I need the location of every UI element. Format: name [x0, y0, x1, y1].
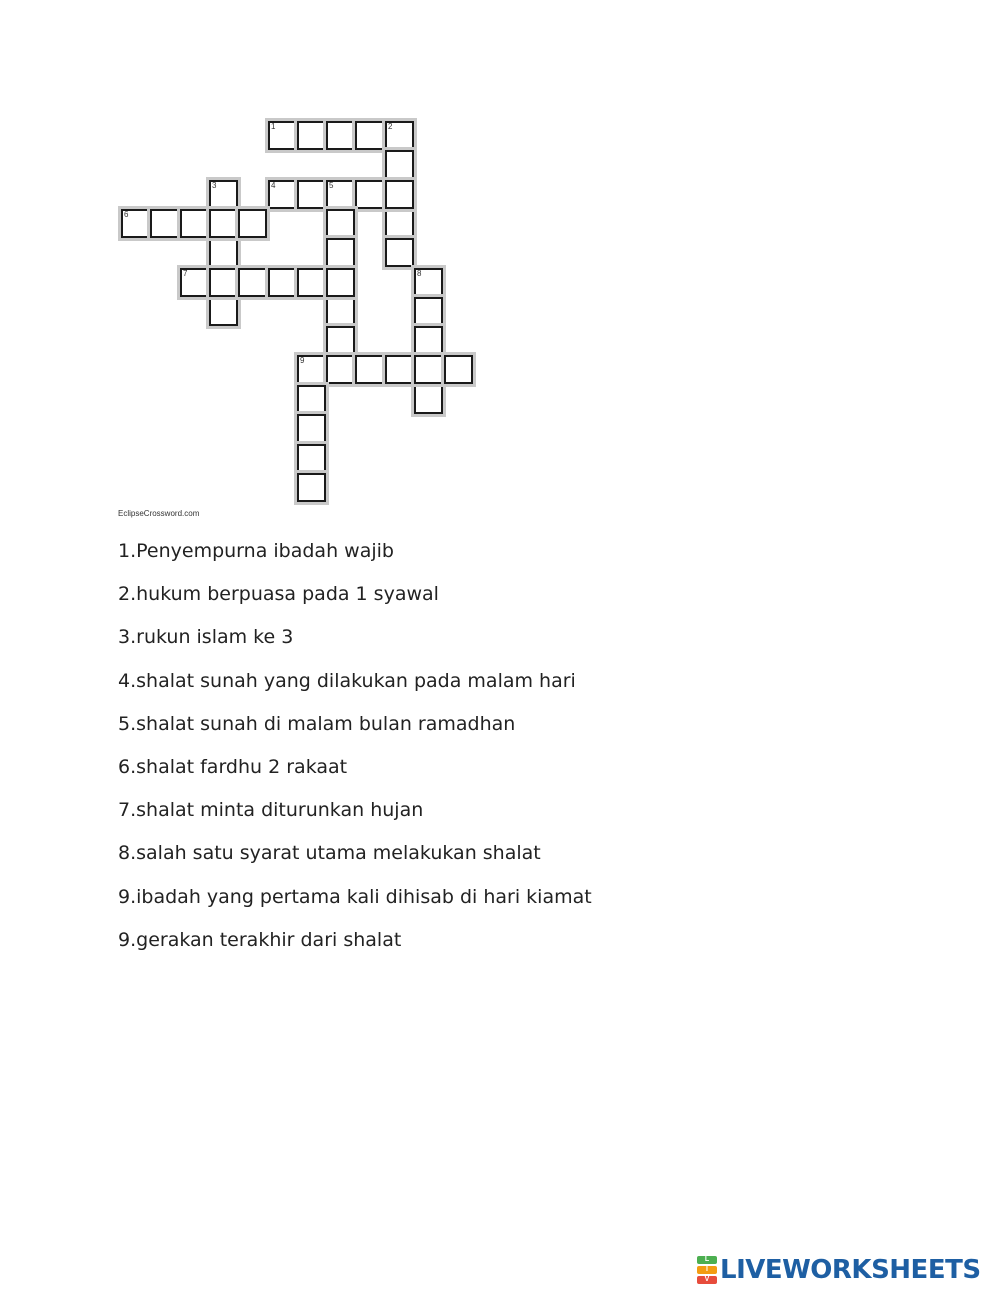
logo-block-l: L: [697, 1256, 717, 1264]
crossword-cell[interactable]: [414, 326, 443, 355]
clue-item: 3.rukun islam ke 3: [118, 626, 294, 649]
crossword-credit: EclipseCrossword.com: [118, 509, 200, 518]
clue-number-4: 4: [271, 181, 276, 190]
crossword-cell[interactable]: [297, 180, 326, 209]
crossword-cell[interactable]: [209, 180, 238, 209]
clue-list: [118, 539, 592, 971]
crossword-cell[interactable]: [355, 180, 384, 209]
crossword-cell[interactable]: [209, 238, 238, 267]
clue-item: 5.shalat sunah di malam bulan ramadhan: [118, 712, 516, 735]
crossword-cell[interactable]: [414, 355, 443, 384]
clue-number-7: 7: [183, 269, 188, 278]
clue-number-8: 8: [417, 269, 422, 278]
crossword-cell[interactable]: [444, 355, 473, 384]
crossword-cell[interactable]: [326, 268, 355, 297]
crossword-cell[interactable]: [209, 268, 238, 297]
crossword-cell[interactable]: [385, 150, 414, 179]
crossword-cell[interactable]: [209, 297, 238, 326]
crossword-cell[interactable]: [385, 355, 414, 384]
crossword-cell[interactable]: [297, 444, 326, 473]
clue-item: 4.shalat sunah yang dilakukan pada malam hari: [118, 669, 576, 692]
liveworksheets-logo: [697, 1254, 981, 1286]
crossword-cell[interactable]: [326, 180, 355, 209]
logo-block-i: I: [697, 1266, 717, 1274]
crossword-cell[interactable]: [385, 209, 414, 238]
clue-number-9: 9: [300, 356, 305, 365]
clue-item: 9.ibadah yang pertama kali dihisab di hari kiamat: [118, 885, 592, 908]
clue-item: 1.Penyempurna ibadah wajib: [118, 540, 394, 562]
crossword-cell[interactable]: [326, 326, 355, 355]
crossword-cell[interactable]: [238, 209, 267, 238]
logo-text: LIVEWORKSHEETS: [720, 1255, 981, 1285]
crossword-cell[interactable]: [297, 385, 326, 414]
crossword-cell[interactable]: [121, 209, 150, 238]
clue-item: 2.hukum berpuasa pada 1 syawal: [118, 583, 439, 606]
crossword-cell[interactable]: [414, 268, 443, 297]
crossword-cell[interactable]: [355, 355, 384, 384]
crossword-cell[interactable]: [209, 209, 238, 238]
clue-number-1: 1: [271, 122, 276, 131]
clue-number-6: 6: [124, 210, 129, 219]
crossword-cell[interactable]: [180, 268, 209, 297]
crossword-cell[interactable]: [385, 180, 414, 209]
logo-block-v: V: [697, 1276, 717, 1284]
clue-number-2: 2: [388, 122, 393, 131]
clue-item: 9.gerakan terakhir dari shalat: [118, 928, 402, 951]
crossword-cell[interactable]: [150, 209, 179, 238]
crossword-cell[interactable]: [414, 385, 443, 414]
crossword-cell[interactable]: [385, 121, 414, 150]
logo-blocks-icon: [697, 1256, 717, 1284]
clue-item: 7.shalat minta diturunkan hujan: [118, 799, 424, 822]
crossword-cell[interactable]: [268, 180, 297, 209]
crossword-cell[interactable]: [326, 238, 355, 267]
crossword-cell[interactable]: [297, 473, 326, 502]
clue-item: 8.salah satu syarat utama melakukan shalat: [118, 842, 541, 865]
clue-number-3: 3: [212, 181, 217, 190]
crossword-cell[interactable]: [326, 121, 355, 150]
crossword-cell[interactable]: [326, 209, 355, 238]
crossword-cell[interactable]: [414, 297, 443, 326]
crossword-cell[interactable]: [238, 268, 267, 297]
crossword-cell[interactable]: [297, 121, 326, 150]
crossword-cell[interactable]: [268, 268, 297, 297]
crossword-cell[interactable]: [326, 355, 355, 384]
crossword-grid: [0, 0, 1000, 520]
crossword-cell[interactable]: [297, 355, 326, 384]
crossword-cell[interactable]: [385, 238, 414, 267]
clue-number-5: 5: [329, 181, 334, 190]
crossword-cell[interactable]: [326, 297, 355, 326]
clue-item: 6.shalat fardhu 2 rakaat: [118, 755, 348, 778]
crossword-cell[interactable]: [297, 414, 326, 443]
crossword-cell[interactable]: [180, 209, 209, 238]
crossword-cell[interactable]: [355, 121, 384, 150]
crossword-cell[interactable]: [268, 121, 297, 150]
crossword-cell[interactable]: [297, 268, 326, 297]
